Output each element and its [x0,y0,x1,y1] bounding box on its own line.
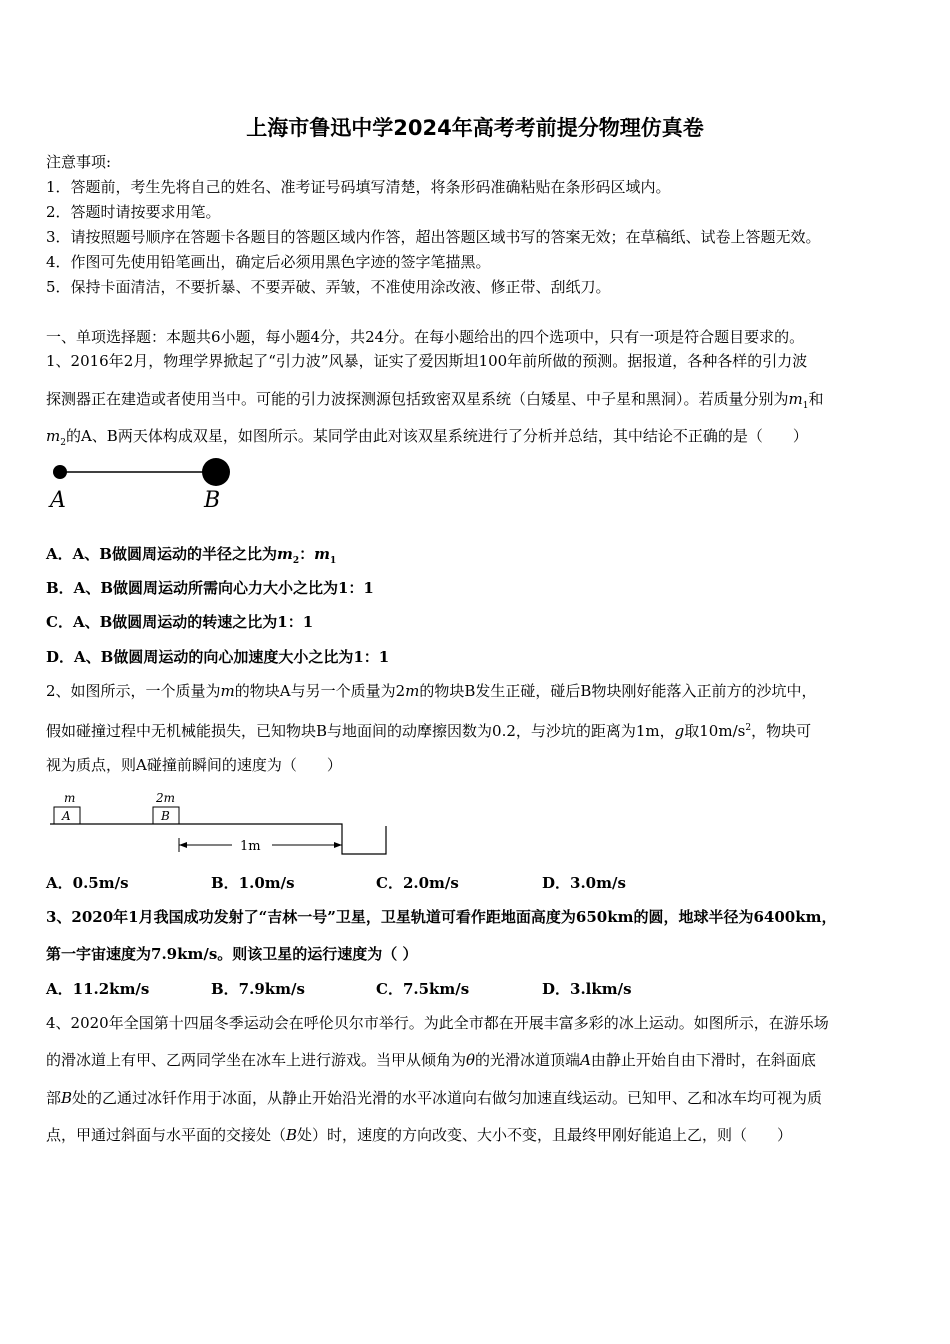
q4-line-3: 部B处的乙通过冰钎作用于冰面，从静止开始沿光滑的水平冰道向右做匀加速直线运动。已知甲、乙和冰车均可视为质 [46,1089,823,1107]
q4-line-4: 点，甲通过斜面与水平面的交接处（B处）时，速度的方向改变、大小不变，且最终甲刚好能追上乙，则（ ） [46,1126,793,1144]
q2-option-a[interactable]: A．0.5m/s [46,874,129,892]
q1-option-d[interactable]: D．A、B做圆周运动的向心加速度大小之比为1：1 [46,648,390,666]
notice-heading: 注意事项: [46,153,112,171]
svg-text:m: m [64,791,76,805]
svg-text:B: B [161,809,170,823]
q2-line-1: 2、如图所示，一个质量为m的物块A与另一个质量为2m的物块B发生正碰，碰后B物块刚好能落入正前方的沙坑中， [46,682,817,700]
notice-item-1: 1．答题前，考生先将自己的姓名、准考证号码填写清楚，将条形码准确粘贴在条形码区域内。 [46,178,671,196]
svg-text:1m: 1m [240,839,261,854]
q4-line-1: 4、2020年全国第十四届冬季运动会在呼伦贝尔市举行。为此全市都在开展丰富多彩的冰上运动。如图所示，在游乐场 [46,1014,829,1032]
notice-item-3: 3．请按照题号顺序在答题卡各题目的答题区域内作答，超出答题区域书写的答案无效；在草稿纸、试卷上答题无效。 [46,228,821,246]
q1-line-2: 探测器正在建造或者使用当中。可能的引力波探测源包括致密双星系统（白矮星、中子星和黑洞）。若质量分别为$m_1$和 [46,390,824,411]
notice-item-5: 5．保持卡面清洁，不要折暴、不要弄破、弄皱，不准使用涂改液、修正带、刮纸刀。 [46,278,611,296]
svg-text:2m: 2m [156,791,176,805]
q3-option-d[interactable]: D．3.lkm/s [542,980,632,998]
q3-option-a[interactable]: A．11.2km/s [46,980,150,998]
q2-line-2: 假如碰撞过程中无机械能损失，已知物块B与地面间的动摩擦因数为0.2，与沙坑的距离为1m，g取$10m/s^2$，物块可 [46,722,812,740]
svg-text:A: A [62,809,71,823]
section-heading: 一、单项选择题：本题共6小题，每小题4分，共24分。在每小题给出的四个选项中，只有一项是符合题目要求的。 [46,328,805,346]
ground-and-sand-pit [50,824,386,854]
notice-item-4: 4．作图可先使用铅笔画出，确定后必须用黑色字迹的签字笔描黑。 [46,253,491,271]
q2-option-b[interactable]: B．1.0m/s [211,874,295,892]
q1-line-1: 1、2016年2月，物理学界掀起了“引力波”风暴，证实了爱因斯坦100年前所做的预测。据报道，各种各样的引力波 [46,352,808,370]
q1-option-a[interactable]: A．A、B做圆周运动的半径之比为$m_2$：$m_1$ [46,545,337,566]
star-a [53,465,67,479]
q3-line-2: 第一宇宙速度为7.9km/s。则该卫星的运行速度为（ ） [46,945,418,963]
q1-binary-star-figure [46,455,246,515]
q1-line-3: $m_2$的A、B两天体构成双星，如图所示。某同学由此对该双星系统进行了分析并总结，其中结论不正确的是（ ） [46,427,808,448]
q2-option-c[interactable]: C．2.0m/s [376,874,459,892]
q1-option-b[interactable]: B．A、B做圆周运动所需向心力大小之比为1：1 [46,579,374,597]
q2-option-d[interactable]: D．3.0m/s [542,874,626,892]
q2-collision-figure [46,788,396,860]
q3-option-b[interactable]: B．7.9km/s [211,980,305,998]
q3-line-1: 3、2020年1月我国成功发射了“吉林一号”卫星，卫星轨道可看作距地面高度为650km的圆，地球半径为6400km， [46,908,837,926]
star-b [202,458,230,486]
q1-option-c[interactable]: C．A、B做圆周运动的转速之比为1：1 [46,613,314,631]
q4-line-2: 的滑冰道上有甲、乙两同学坐在冰车上进行游戏。当甲从倾角为θ的光滑冰道顶端A由静止开始自由下滑时，在斜面底 [46,1051,816,1069]
page-title: 上海市鲁迅中学2024年高考考前提分物理仿真卷 [246,116,704,140]
label-a: A [50,488,66,513]
label-b: B [204,488,221,513]
q2-line-3: 视为质点，则A碰撞前瞬间的速度为（ ） [46,756,342,774]
q3-option-c[interactable]: C．7.5km/s [376,980,470,998]
notice-item-2: 2．答题时请按要求用笔。 [46,203,221,221]
